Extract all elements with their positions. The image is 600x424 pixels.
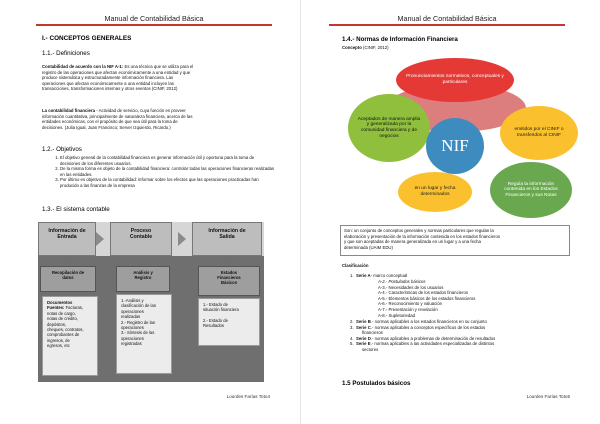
serie-text: .- normas aplicables a problemas de determinación de resultados <box>370 335 496 341</box>
concept-line <box>342 45 389 51</box>
source-docs-line: Facturas, <box>65 305 84 311</box>
page-footer-right: Lourdes Farías Toto5 <box>526 394 570 399</box>
header-rule-right <box>329 24 565 26</box>
statements-list-box <box>198 298 260 346</box>
analysis-step-line: 2.- Registro de las <box>121 319 155 325</box>
definition-2-line: entidades económicas, con el propósito de que sea útil para la toma de <box>42 119 178 125</box>
objective-item: 3. Por último es objetivo de la contabilidad: informar sobre los efectos que las operaciones practicadas han producido a las finanzas de la empresa <box>60 177 274 188</box>
definition-1-line: registro de las operaciones que afectan económicamente a una entidad y que <box>42 69 191 75</box>
analysis-step-line: clasificación de las <box>121 303 156 309</box>
input-info-line: Entrada <box>57 234 77 240</box>
analysis-step-line: operaciones <box>121 308 144 314</box>
nif-heading: 1.4.- Normas de Información Financiera <box>342 36 458 43</box>
objective-item: 1. El objetivo general de la contabilidad financiera es generar información útil y oportuna para la toma de decisiones de los diferentes usuarios. <box>60 155 274 166</box>
definition-1-line: produce sistemática y estructuradamente información financiera. Las <box>42 75 174 81</box>
source-docs-head: Documentos <box>47 300 73 305</box>
serie-a-sub: A-7.- Presentación y revelación <box>378 306 438 312</box>
definition-1-label: Contabilidad de acuerdo con la NIF A-1: <box>42 64 124 69</box>
definition-2 <box>42 108 274 130</box>
statements-list-line: situación financiera <box>203 307 239 313</box>
analysis-steps-box <box>116 294 172 374</box>
definition-1-line: transacciones, transformaciones internas y otros eventos (CINIF, 2012) <box>42 86 178 92</box>
postulados-heading: 1.5 Postulados básicos <box>342 380 411 387</box>
analysis-step-line: registradas <box>121 341 142 347</box>
serie-a-sub: A-4.- Características de los estados financieros <box>378 290 469 296</box>
analysis-step-line: operaciones <box>121 325 144 331</box>
section-title: I.- CONCEPTOS GENERALES <box>42 35 132 42</box>
serie-text: .- normas aplicables a las actividades especializadas de distintos <box>370 341 495 347</box>
data-collection-box <box>40 266 96 292</box>
petal-top: Pronunciamientos normativos, conceptuales y particulares <box>396 58 514 102</box>
serie-a-sub: A-3.- Necesidades de los usuarios <box>378 284 444 290</box>
statements-line: Financieros <box>217 275 241 280</box>
statements-list-line: 1.- Estado de <box>203 302 228 307</box>
source-docs-line: notas de crédito, <box>47 316 78 322</box>
source-docs-line: comprobantes de <box>47 332 80 338</box>
serie-text: .- normas aplicables a los estados financieros en su conjunto <box>370 319 487 324</box>
page-footer-left: Lourdes Farías Toto4 <box>226 394 270 399</box>
input-info-line: Información de <box>48 228 86 234</box>
concept-box-line: Son: un conjunto de conceptos generales y normas particulares que regulan la <box>344 228 494 233</box>
analysis-step-line: realizadas <box>121 314 141 320</box>
petal-right-bottom: Regula la información contenida en los Estados Financieros y sus Notas <box>490 162 572 218</box>
serie-continuation: financieros <box>362 330 383 336</box>
statements-line: Estados <box>220 270 238 275</box>
source-docs-box <box>42 296 98 376</box>
definition-1-line: Es una técnica que se utiliza para el <box>124 64 194 69</box>
classification-heading: Clasificación <box>342 263 369 268</box>
petal-left: Aceptados de manera amplia y generalizada por la comunidad financiera y de negocios <box>348 94 430 162</box>
page-header-left: Manual de Contabilidad Básica <box>104 14 204 23</box>
serie-label: Serie A <box>355 273 371 278</box>
process-line: Proceso <box>130 228 152 234</box>
nif-center: NIF <box>426 118 484 174</box>
analysis-box <box>116 266 170 292</box>
process-line: Contable <box>129 234 153 240</box>
definition-2-line: información cuantitativa, principalmente de naturaleza financiera, acerca de las <box>42 113 193 119</box>
serie-num: 2. <box>350 319 354 324</box>
definitions-heading: 1.1.- Definiciones <box>42 50 90 57</box>
analysis-step-line: operaciones <box>121 335 144 341</box>
concept-source: (CINIF, 2012) <box>363 45 389 50</box>
analysis-step-line: 1.-Análisis y <box>121 298 144 303</box>
serie-item <box>350 273 407 279</box>
serie-a-sub: A-5.- Elementos básicos de los estados financieros <box>378 295 476 301</box>
serie-num: 1. <box>350 273 354 278</box>
serie-continuation: sectores <box>362 346 379 352</box>
definition-2-label: La contabilidad financiera <box>42 108 96 113</box>
output-info-line: Información de <box>208 228 246 234</box>
definition-2-line: - Actividad de servicio, cuya función es proveer <box>96 108 186 113</box>
serie-text: .- normas aplicables a conceptos específicos de los estados <box>370 324 486 330</box>
serie-a-sub: A-8.- Supletoriedad <box>378 312 416 318</box>
serie-label: Serie C <box>355 324 371 330</box>
input-info-box <box>38 222 96 256</box>
statements-list-line: Resultados <box>203 323 224 329</box>
petal-right-top: emitidos por el CINIF o transferidos al CINIF <box>500 106 578 160</box>
petal-bottom: en un lugar y fecha determinados <box>398 172 472 212</box>
serie-label: Serie E <box>355 341 371 347</box>
page-header-right: Manual de Contabilidad Básica <box>397 14 497 23</box>
source-docs-line: cheques, contratos, <box>47 327 84 333</box>
objectives-list <box>48 155 274 189</box>
statements-box <box>198 266 260 296</box>
system-heading: 1.3.- El sistema contable <box>42 206 110 213</box>
serie-num: 4. <box>350 335 354 341</box>
data-collection-line: Recopilación de <box>51 270 85 275</box>
concept-label: Concepto <box>342 45 362 50</box>
concept-box-line: y que son aceptadas de manera generalizada en un lugar y a una fecha <box>344 239 481 245</box>
analysis-line: Análisis y <box>133 270 153 275</box>
output-info-line: Salida <box>219 234 235 240</box>
source-docs-label: Fuentes: <box>47 305 65 311</box>
serie-num: 5. <box>350 341 354 347</box>
serie-a-sub: A-2.- Postulados básicos <box>378 279 426 284</box>
analysis-step-line: 3.- Síntesis de las <box>121 330 155 336</box>
arrow-down-icon <box>62 258 72 264</box>
data-collection-line: datos <box>62 275 74 280</box>
serie-a-sub: A-6.- Reconocimiento y valuación <box>378 301 443 307</box>
serie-num: 3. <box>350 324 354 330</box>
concept-box <box>340 225 570 256</box>
arrow-down-icon <box>137 258 147 264</box>
header-rule-left <box>36 24 272 26</box>
serie-text: - marco conceptual <box>370 273 408 278</box>
definition-1 <box>42 64 272 92</box>
serie-label: Serie D <box>355 335 371 341</box>
source-docs-line: ingresos, de <box>47 337 70 343</box>
serie-label: Serie B <box>355 319 371 324</box>
arrow-down-icon <box>222 258 232 264</box>
source-docs-line: egresos, etc <box>47 343 70 349</box>
statements-list-line: 2.- Estado de <box>203 317 228 323</box>
objectives-heading: 1.2.- Objetivos <box>42 146 82 153</box>
output-info-box <box>192 222 262 256</box>
definition-2-line: decisiones. (Julia Igual, Juan Francisco; Server Izquierdo, Ricardo.) <box>42 124 171 130</box>
objective-item: 2. De la misma forma es objeto de la contabilidad financiera: controlar todas las operaciones financieras realizadas en las entidades. <box>60 166 274 177</box>
definition-1-line: operaciones que afectan económicamente a una entidad incluyen las <box>42 80 174 86</box>
arrow-right-icon <box>96 232 104 246</box>
serie-a-sublist <box>378 279 475 318</box>
serie-list-rest <box>350 319 575 353</box>
statements-line: Básicos <box>220 280 238 285</box>
concept-box-line: determinada (UAIM EDU) <box>344 244 393 250</box>
analysis-line: Registro <box>134 275 152 280</box>
arrow-right-icon <box>178 232 186 246</box>
source-docs-line: depósitos, <box>47 321 67 327</box>
concept-box-line: elaboración y presentación de la información contenida en los estados financieros <box>344 233 500 239</box>
source-docs-line: notas de cargo, <box>47 310 76 316</box>
process-box <box>110 222 172 256</box>
